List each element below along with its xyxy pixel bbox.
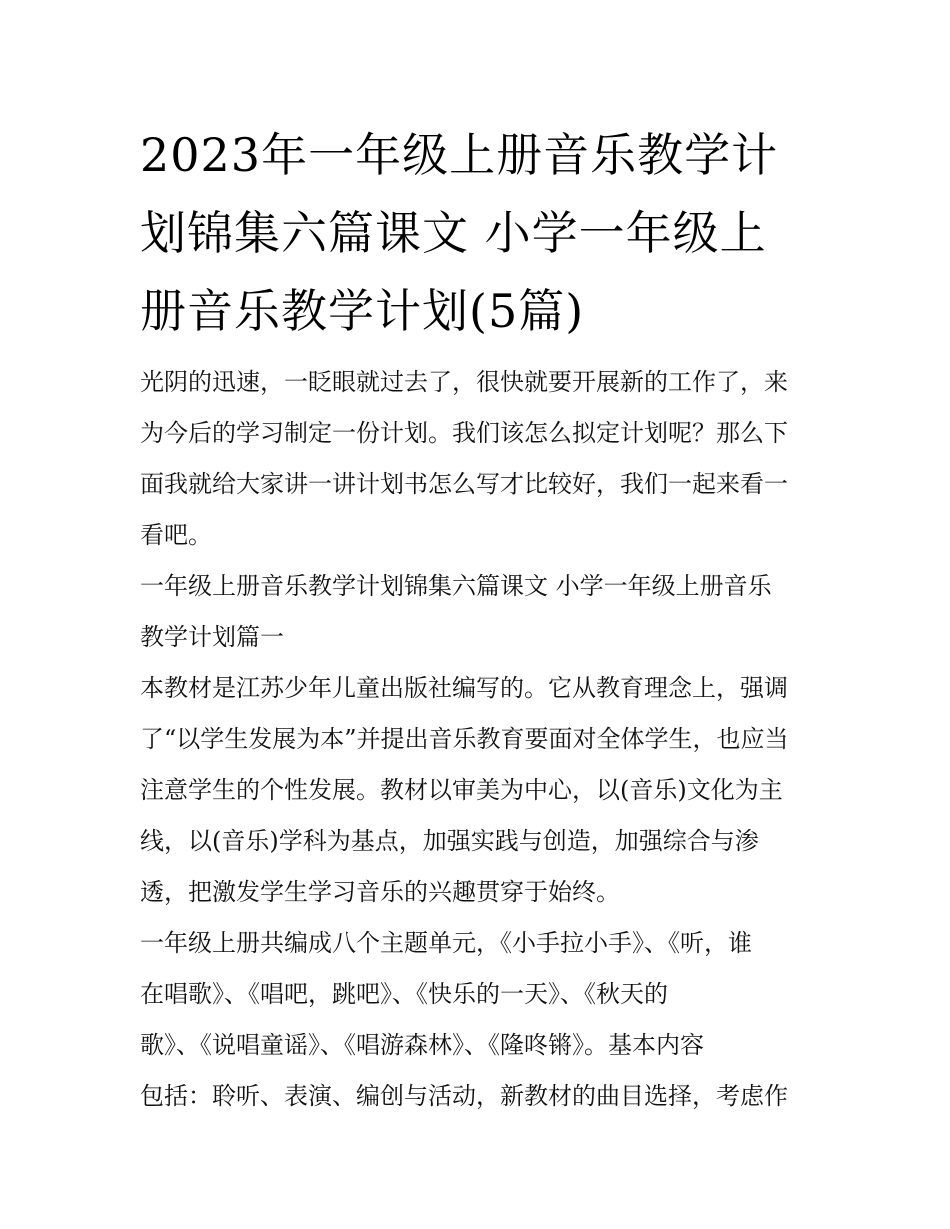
section-heading-line: 教学计划篇一 <box>140 623 284 651</box>
body-line: 看吧。 <box>140 521 212 549</box>
body-line: 为今后的学习制定一份计划。我们该怎么拟定计划呢？那么下 <box>140 419 788 447</box>
title-line: 册音乐教学计划(5篇) <box>140 284 585 338</box>
document-title <box>140 116 820 350</box>
body-line: 本教材是江苏少年儿童出版社编写的。它从教育理念上，强调 <box>140 674 788 702</box>
body-line: 线，以(音乐)学科为基点，加强实践与创造，加强综合与渗 <box>140 827 759 855</box>
title-line: 划锦集六篇课文 小学一年级上 <box>140 206 767 260</box>
body-line: 歌》、《说唱童谣》、《唱游森林》、《隆咚锵》。基本内容 <box>140 1031 704 1059</box>
body-line: 了“以学生发展为本”并提出音乐教育要面对全体学生，也应当 <box>140 725 789 753</box>
section-heading-line: 一年级上册音乐教学计划锦集六篇课文 小学一年级上册音乐 <box>140 572 772 600</box>
title-line: 2023年一年级上册音乐教学计 <box>140 128 779 182</box>
body-line: 一年级上册共编成八个主题单元，《小手拉小手》、《听，谁 <box>140 929 752 957</box>
body-line: 面我就给大家讲一讲计划书怎么写才比较好，我们一起来看一 <box>140 470 788 498</box>
body-line: 光阴的迅速，一眨眼就过去了，很快就要开展新的工作了，来 <box>140 368 788 396</box>
body-line: 注意学生的个性发展。教材以审美为中心，以(音乐)文化为主 <box>140 776 783 804</box>
body-line: 在唱歌》、《唱吧，跳吧》、《快乐的一天》、《秋天的 <box>140 980 668 1008</box>
body-line: 透，把激发学生学习音乐的兴趣贯穿于始终。 <box>140 878 620 906</box>
body-line: 包括：聆听、表演、编创与活动，新教材的曲目选择，考虑作 <box>140 1082 788 1110</box>
document-body <box>140 357 820 1122</box>
